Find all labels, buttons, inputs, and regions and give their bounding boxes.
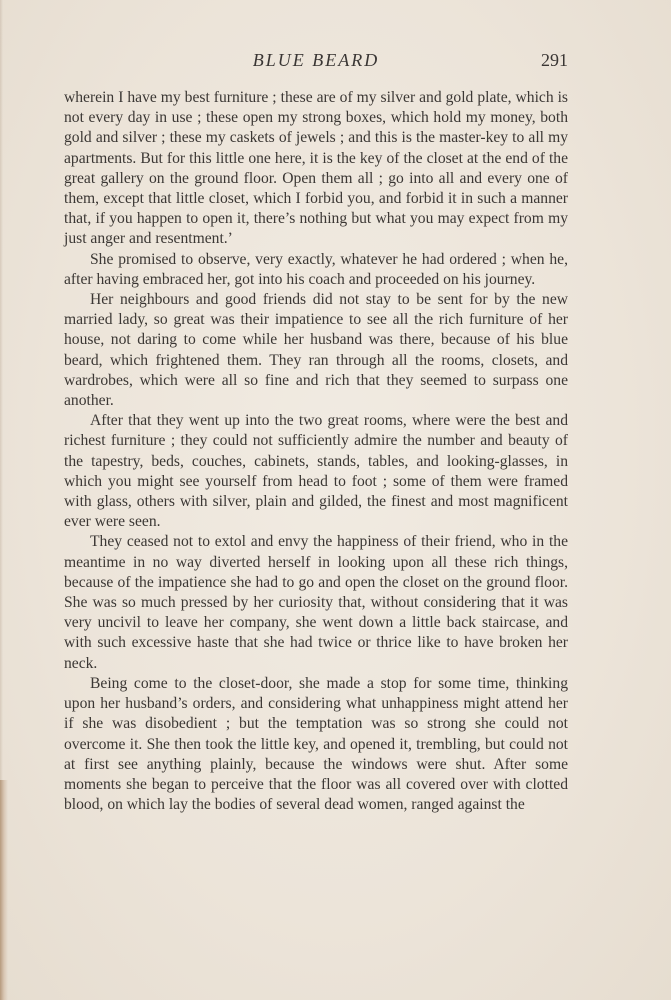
paragraph-4: After that they went up into the two great rooms, where were the best and richest furniture ; they could not sufficiently admire the number and beauty of the tapestry, beds, couches, cabinets, stands, tables, and looking-glasses, in which you might see yourself from head to foot ; some of them were framed with glass, others with silver, plain and gilded, the finest and most magnificent ever were seen. [64, 412, 568, 531]
binding-shadow [0, 780, 8, 1000]
paragraph-1: wherein I have my best furniture ; these are of my silver and gold plate, which is not every day in use ; these open my strong boxes, which hold my money, both gold and silver ; these my caskets of jewels ; and this is the master-key to all my apartments. But for this little one here, it is the key of the closet at the end of the great gallery on the ground floor. Open them all ; go into all and every one of them, except that little closet, which I forbid you, and forbid it in such a manner that, if you happen to open it, there’s nothing but what you may expect from my just anger and resentment.’ [64, 89, 568, 248]
running-title: BLUE BEARD [252, 50, 380, 70]
page-number: 291 [541, 50, 568, 70]
body-text [64, 88, 568, 815]
paragraph-5: They ceased not to extol and envy the happiness of their friend, who in the meantime in no way diverted herself in looking upon all these rich things, because of the impatience she had to go and open the closet on the ground floor. She was so much pressed by her curiosity that, without considering that it was very uncivil to leave her company, she went down a little back staircase, and with such excessive haste that she had twice or thrice like to have broken her neck. [64, 533, 568, 672]
page-header [64, 50, 568, 72]
paragraph-6: Being come to the closet-door, she made a stop for some time, thinking upon her husband’s orders, and considering what unhappiness might attend her if she was disobedient ; but the temptation was so strong she could not overcome it. She then took the little key, and opened it, trembling, but could not at first see anything plainly, because the windows were shut. After some moments she began to perceive that the floor was all covered over with clotted blood, on which lay the bodies of several dead women, ranged against the [64, 674, 568, 814]
paragraph-3: Her neighbours and good friends did not stay to be sent for by the new married lady, so great was their impatience to see all the rich furniture of her house, not daring to come while her husband was there, because of his blue beard, which frightened them. They ran through all the rooms, closets, and wardrobes, which were all so fine and rich that they seemed to surpass one another. [64, 291, 568, 410]
paragraph-2: She promised to observe, very exactly, whatever he had ordered ; when he, after having embraced her, got into his coach and proceeded on his journey. [64, 250, 568, 288]
